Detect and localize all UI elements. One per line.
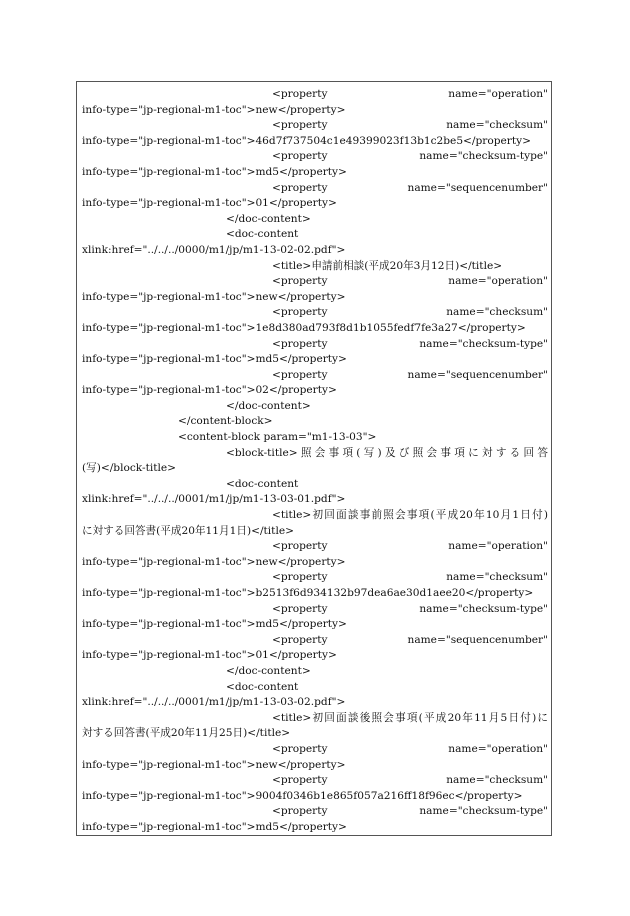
code-line-start: <property bbox=[272, 368, 328, 381]
code-line-end: name="checksum-type" bbox=[419, 337, 548, 350]
code-line: info-type="jp-regional-m1-toc">new</property> bbox=[82, 758, 346, 771]
code-line bbox=[82, 87, 548, 103]
code-line: info-type="jp-regional-m1-toc">9004f0346b1e865f057a216ff18f96ec</property> bbox=[82, 789, 523, 802]
code-line: <title>初回面談事前照会事項(平成20年10月1日付) bbox=[272, 509, 548, 522]
code-line-start: <property bbox=[272, 275, 328, 288]
code-line-end: name="checksum" bbox=[446, 306, 548, 319]
code-line-end: name="checksum-type" bbox=[419, 150, 548, 163]
code-line bbox=[82, 274, 548, 290]
code-line-start: <property bbox=[272, 306, 328, 319]
code-line: </doc-content> bbox=[226, 212, 311, 225]
code-line: info-type="jp-regional-m1-toc">md5</property> bbox=[82, 820, 347, 833]
code-line: info-type="jp-regional-m1-toc">new</property> bbox=[82, 290, 346, 303]
code-line: info-type="jp-regional-m1-toc">02</property> bbox=[82, 384, 337, 397]
code-line: に対する回答書(平成20年11月1日)</title> bbox=[82, 524, 294, 537]
code-line: <title>初回面談後照会事項(平成20年11月5日付)に bbox=[272, 711, 548, 724]
code-line: <block-title>照会事項(写)及び照会事項に対する回答 bbox=[226, 446, 548, 459]
code-line: <doc-content bbox=[226, 477, 299, 490]
code-line: xlink:href="../../../0001/m1/jp/m1-13-03-02.pdf"> bbox=[82, 696, 346, 709]
code-line-start: <property bbox=[272, 540, 328, 553]
code-line: <content-block param="m1-13-03"> bbox=[178, 431, 377, 444]
code-line bbox=[82, 570, 548, 586]
code-line: info-type="jp-regional-m1-toc">md5</property> bbox=[82, 618, 347, 631]
code-line: <doc-content bbox=[226, 228, 299, 241]
code-line bbox=[82, 368, 548, 384]
code-line: info-type="jp-regional-m1-toc">1e8d380ad793f8d1b1055fedf7fe3a27</property> bbox=[82, 321, 526, 334]
code-line-start: <property bbox=[272, 119, 328, 132]
code-line bbox=[82, 539, 548, 555]
code-line: <title>申請前相談(平成20年3月12日)</title> bbox=[272, 259, 503, 272]
code-line: <doc-content bbox=[226, 680, 299, 693]
code-line-end: name="operation" bbox=[448, 540, 548, 553]
code-line bbox=[82, 118, 548, 134]
code-line bbox=[82, 181, 548, 197]
code-line-end: name="operation" bbox=[448, 742, 548, 755]
code-line-start: <property bbox=[272, 337, 328, 350]
code-line-start: <property bbox=[272, 633, 328, 646]
code-line-start: <property bbox=[272, 742, 328, 755]
code-line-end: name="checksum" bbox=[446, 774, 548, 787]
code-line bbox=[82, 804, 548, 820]
code-line-end: name="sequencenumber" bbox=[407, 368, 548, 381]
code-line-start: <property bbox=[272, 571, 328, 584]
code-line-end: name="checksum-type" bbox=[419, 602, 548, 615]
code-line bbox=[82, 773, 548, 789]
code-line-start: <property bbox=[272, 805, 328, 818]
code-line-end: name="checksum-type" bbox=[419, 805, 548, 818]
code-line-end: name="operation" bbox=[448, 88, 548, 100]
code-line: 対する回答書(平成20年11月25日)</title> bbox=[82, 727, 291, 740]
code-line bbox=[82, 602, 548, 618]
code-line: xlink:href="../../../0000/m1/jp/m1-13-02-02.pdf"> bbox=[82, 243, 346, 256]
code-line: </doc-content> bbox=[226, 664, 311, 677]
code-line-end: name="operation" bbox=[448, 275, 548, 288]
code-line-start: <property bbox=[272, 602, 328, 615]
code-line: info-type="jp-regional-m1-toc">b2513f6d934132b97dea6ae30d1aee20</property> bbox=[82, 587, 534, 599]
code-line: (写)</block-title> bbox=[82, 462, 177, 475]
code-line-end: name="checksum" bbox=[446, 571, 548, 584]
code-line: </doc-content> bbox=[226, 399, 311, 412]
code-line-end: name="sequencenumber" bbox=[407, 633, 548, 646]
code-line: info-type="jp-regional-m1-toc">md5</property> bbox=[82, 353, 347, 366]
code-line: info-type="jp-regional-m1-toc">new</property> bbox=[82, 555, 346, 568]
code-line: </content-block> bbox=[178, 415, 273, 428]
code-line bbox=[82, 742, 548, 758]
code-line-start: <property bbox=[272, 181, 328, 194]
xml-code-block bbox=[82, 87, 548, 836]
code-line bbox=[82, 337, 548, 353]
code-line: info-type="jp-regional-m1-toc">46d7f737504c1e49399023f13b1c2be5</property> bbox=[82, 134, 531, 147]
code-line-start: <property bbox=[272, 88, 328, 100]
code-line bbox=[82, 305, 548, 321]
code-line: info-type="jp-regional-m1-toc">new</property> bbox=[82, 103, 346, 116]
code-line: info-type="jp-regional-m1-toc">01</property> bbox=[82, 197, 337, 210]
code-line-start: <property bbox=[272, 774, 328, 787]
code-line-end: name="checksum" bbox=[446, 119, 548, 132]
code-line-end: name="sequencenumber" bbox=[407, 181, 548, 194]
code-line: info-type="jp-regional-m1-toc">md5</property> bbox=[82, 165, 347, 178]
code-line: xlink:href="../../../0001/m1/jp/m1-13-03-01.pdf"> bbox=[82, 493, 346, 506]
code-line: info-type="jp-regional-m1-toc">01</property> bbox=[82, 649, 337, 662]
code-line bbox=[82, 149, 548, 165]
code-line bbox=[82, 633, 548, 649]
code-line-start: <property bbox=[272, 150, 328, 163]
